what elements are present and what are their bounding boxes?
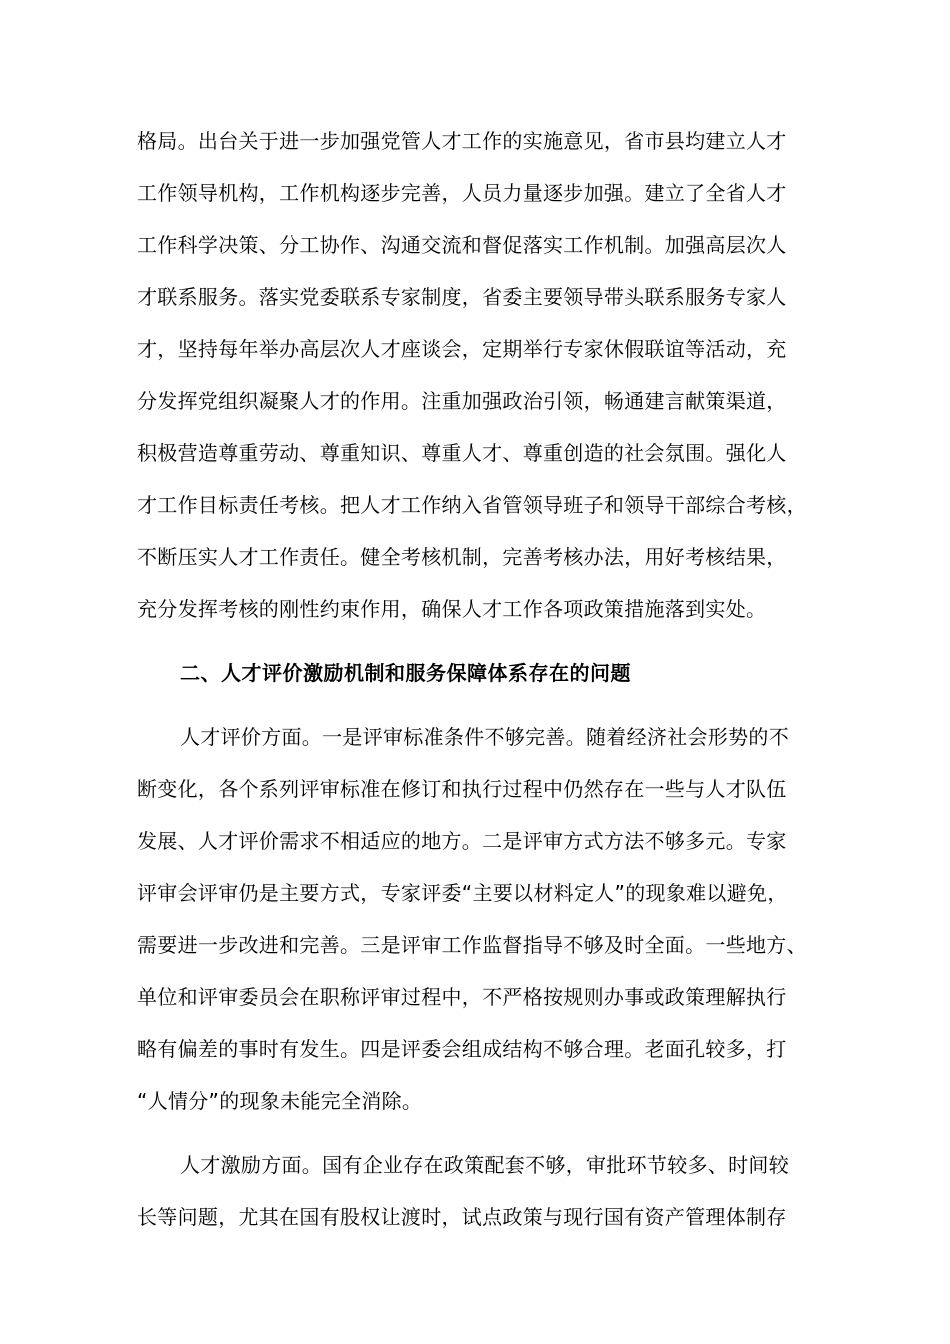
paragraph-line: 充分发挥考核的刚性约束作用，确保人才工作各项政策措施落到实处。	[137, 597, 767, 621]
paragraph-line: 才，坚持每年举办高层次人才座谈会，定期举行专家休假联谊等活动，充	[137, 337, 787, 361]
paragraph-line: 单位和评审委员会在职称评审过程中，不严格按规则办事或政策理解执行	[137, 985, 787, 1009]
paragraph-line: 评审会评审仍是主要方式，专家评委“主要以材料定人”的现象难以避免，	[137, 881, 788, 905]
paragraph-line: 才工作目标责任考核。把人才工作纳入省管领导班子和领导干部综合考核，	[137, 493, 807, 517]
paragraph-line: 分发挥党组织凝聚人才的作用。注重加强政治引领，畅通建言献策渠道，	[137, 389, 787, 413]
paragraph-line: 略有偏差的事时有发生。四是评委会组成结构不够合理。老面孔较多，打	[137, 1037, 787, 1061]
paragraph-line: 人才评价方面。一是评审标准条件不够完善。随着经济社会形势的不	[180, 725, 789, 749]
paragraph-line: 积极营造尊重劳动、尊重知识、尊重人才、尊重创造的社会氛围。强化人	[137, 441, 787, 465]
paragraph-line: 人才激励方面。国有企业存在政策配套不够，审批环节较多、时间较	[180, 1153, 789, 1177]
paragraph-line: 需要进一步改进和完善。三是评审工作监督指导不够及时全面。一些地方、	[137, 933, 807, 957]
section-heading: 二、人才评价激励机制和服务保障体系存在的问题	[180, 661, 631, 685]
paragraph-line: “人情分”的现象未能完全消除。	[137, 1089, 423, 1113]
paragraph-line: 长等问题，尤其在国有股权让渡时，试点政策与现行国有资产管理体制存	[137, 1205, 787, 1229]
paragraph-line: 工作科学决策、分工协作、沟通交流和督促落实工作机制。加强高层次人	[137, 233, 787, 257]
paragraph-line: 工作领导机构，工作机构逐步完善，人员力量逐步加强。建立了全省人才	[137, 181, 787, 205]
paragraph-line: 断变化，各个系列评审标准在修订和执行过程中仍然存在一些与人才队伍	[137, 777, 787, 801]
paragraph-line: 发展、人才评价需求不相适应的地方。二是评审方式方法不够多元。专家	[137, 829, 787, 853]
paragraph-line: 不断压实人才工作责任。健全考核机制，完善考核办法，用好考核结果，	[137, 545, 787, 569]
paragraph-line: 才联系服务。落实党委联系专家制度，省委主要领导带头联系服务专家人	[137, 285, 787, 309]
paragraph-line: 格局。出台关于进一步加强党管人才工作的实施意见，省市县均建立人才	[137, 129, 787, 153]
